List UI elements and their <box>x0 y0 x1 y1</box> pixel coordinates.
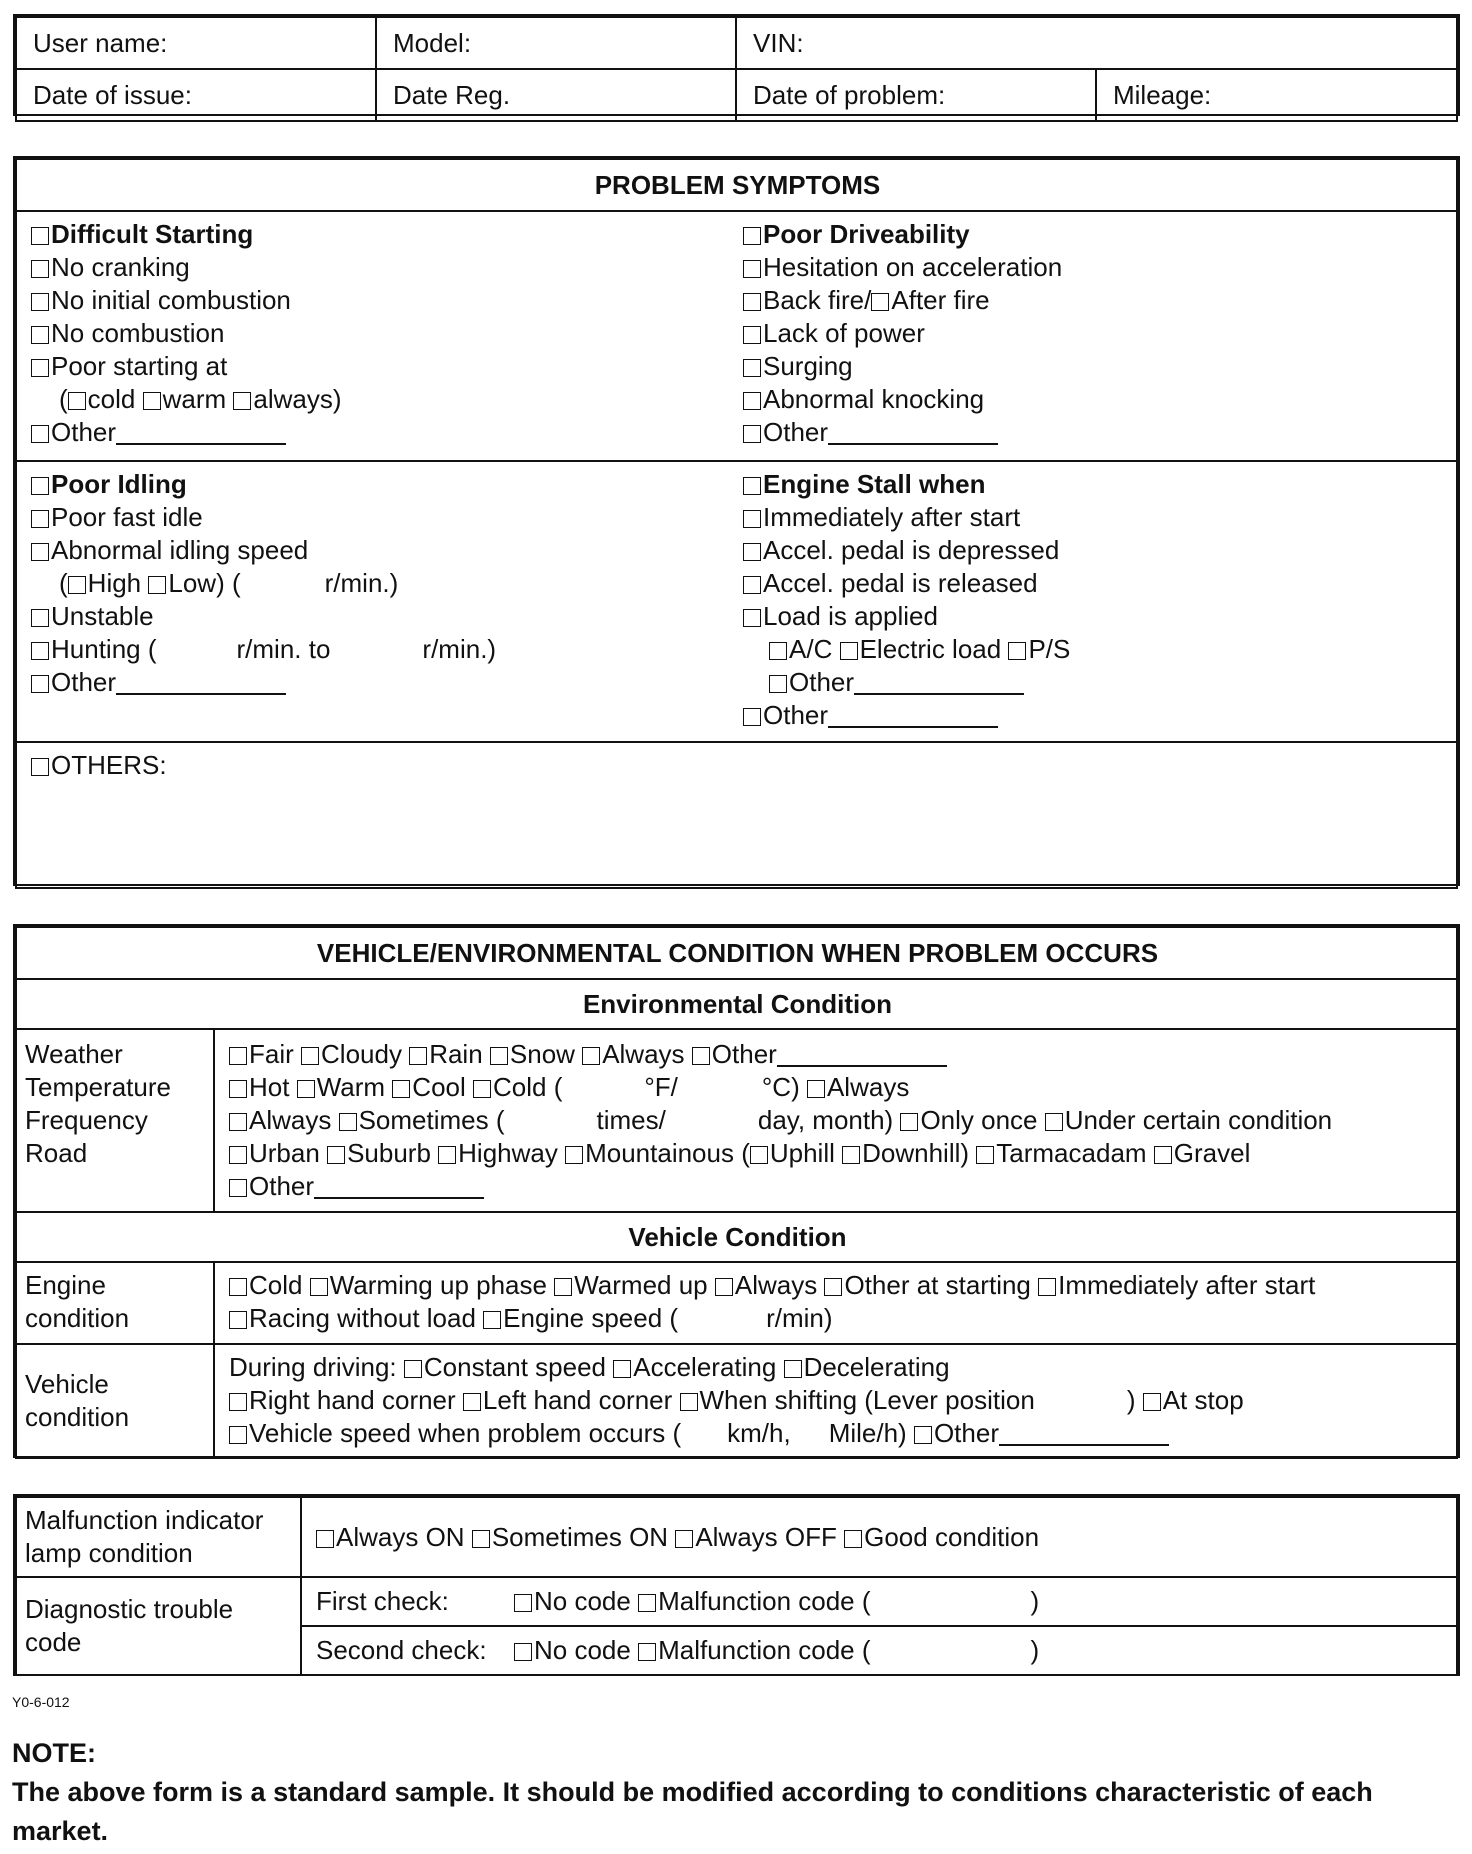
checkbox[interactable] <box>229 1047 247 1065</box>
checkbox[interactable] <box>301 1047 319 1065</box>
other-option: Other <box>711 1039 777 1069</box>
other-blank[interactable] <box>116 421 286 445</box>
other-blank[interactable] <box>999 1422 1169 1446</box>
hot-option: Hot <box>249 1072 290 1102</box>
vehicle-condition-options <box>214 1344 1457 1458</box>
warm-option: Warm <box>316 1072 386 1102</box>
checkbox[interactable] <box>844 1530 862 1548</box>
always-off-option: Always OFF <box>695 1521 837 1552</box>
checkbox[interactable] <box>675 1530 693 1548</box>
checkbox[interactable] <box>514 1594 532 1612</box>
fair-option: Fair <box>249 1039 294 1069</box>
mileage-field[interactable]: Mileage: <box>1096 69 1457 121</box>
mil-label-line: Malfunction indicator <box>25 1505 264 1535</box>
mountainous-option: Mountainous ( <box>585 1138 750 1168</box>
always-option: Always <box>734 1270 818 1300</box>
checkbox[interactable] <box>404 1360 422 1378</box>
vehicle-info-header <box>13 14 1460 116</box>
cold-option: Cold ( <box>493 1072 563 1102</box>
checkbox[interactable] <box>438 1146 456 1164</box>
checkbox[interactable] <box>743 260 761 278</box>
temperature-label: Temperature <box>25 1072 171 1102</box>
lack-of-power-option: Lack of power <box>763 318 925 348</box>
pedal-depressed-option: Accel. pedal is depressed <box>763 535 1060 565</box>
mil-label-line: lamp condition <box>25 1538 193 1568</box>
right-corner-option: Right hand corner <box>249 1385 456 1415</box>
uphill-option: Uphill <box>769 1138 835 1168</box>
vehicle-condition-title: Vehicle Condition <box>16 1212 1457 1262</box>
checkbox[interactable] <box>743 425 761 443</box>
other-blank[interactable] <box>314 1175 484 1199</box>
poor-idling-heading: Poor Idling <box>51 469 187 499</box>
checkbox[interactable] <box>31 359 49 377</box>
paren: ( <box>59 568 68 598</box>
checkbox[interactable] <box>769 675 787 693</box>
checkbox[interactable] <box>554 1278 572 1296</box>
celsius-unit: °C) <box>761 1072 800 1102</box>
engine-stall-group <box>729 461 1457 742</box>
checkbox[interactable] <box>229 1179 247 1197</box>
date-of-issue-field[interactable]: Date of issue: <box>16 69 376 121</box>
checkbox[interactable] <box>31 260 49 278</box>
checkbox[interactable] <box>31 675 49 693</box>
checkbox[interactable] <box>743 326 761 344</box>
rpm-unit: r/min.) <box>422 634 497 664</box>
note-block <box>12 1734 1462 1851</box>
checkbox[interactable] <box>68 392 86 410</box>
other-option: Other <box>51 417 117 447</box>
checkbox[interactable] <box>229 1311 247 1329</box>
other-option: Other <box>763 417 829 447</box>
figure-code: Y0-6-012 <box>12 1694 70 1710</box>
checkbox[interactable] <box>680 1393 698 1411</box>
checkbox[interactable] <box>824 1278 842 1296</box>
unstable-option: Unstable <box>51 601 154 631</box>
difficult-starting-heading: Difficult Starting <box>51 219 254 249</box>
paren: ( <box>59 384 68 414</box>
constant-speed-option: Constant speed <box>423 1352 607 1382</box>
second-check-label: Second check: <box>316 1635 487 1665</box>
other-option: Other <box>763 700 829 730</box>
checkbox[interactable] <box>1038 1278 1056 1296</box>
rpm-to-unit: r/min. to <box>236 634 331 664</box>
poor-driveability-group <box>729 211 1457 461</box>
immediately-after-start-option: Immediately after start <box>763 502 1021 532</box>
engine-condition-options <box>214 1262 1457 1344</box>
surging-option: Surging <box>763 351 853 381</box>
no-code-option: No code <box>534 1586 631 1616</box>
checkbox[interactable] <box>229 1278 247 1296</box>
urban-option: Urban <box>249 1138 320 1168</box>
checkbox[interactable] <box>1154 1146 1172 1164</box>
good-condition-option: Good condition <box>864 1521 1040 1552</box>
fahrenheit-unit: °F/ <box>644 1072 678 1102</box>
engine-label: Engine <box>25 1270 106 1300</box>
checkbox[interactable] <box>463 1393 481 1411</box>
first-check-label: First check: <box>316 1586 449 1616</box>
cold-option: cold <box>87 384 136 414</box>
problem-symptoms-section <box>13 156 1460 886</box>
checkbox[interactable] <box>638 1643 656 1661</box>
frequency-label: Frequency <box>25 1105 148 1135</box>
times-unit: times/ <box>596 1105 666 1135</box>
frequency-options <box>229 1104 1444 1137</box>
checkbox[interactable] <box>31 510 49 528</box>
checkbox[interactable] <box>31 543 49 561</box>
always-option: Always <box>826 1072 910 1102</box>
checkbox[interactable] <box>31 227 49 245</box>
engine-speed-option: Engine speed ( <box>503 1303 679 1333</box>
checkbox[interactable] <box>840 642 858 660</box>
road-label: Road <box>25 1138 88 1168</box>
other-blank[interactable] <box>116 671 286 695</box>
date-reg-field[interactable]: Date Reg. <box>376 69 736 121</box>
temperature-options <box>229 1071 1444 1104</box>
environmental-title: Environmental Condition <box>16 979 1457 1029</box>
pedal-released-option: Accel. pedal is released <box>763 568 1038 598</box>
rpm-unit: r/min) <box>766 1303 833 1333</box>
other-option: Other <box>789 667 855 697</box>
other-option: Other <box>933 1418 999 1448</box>
note-heading: NOTE: <box>12 1738 96 1768</box>
checkbox[interactable] <box>31 758 49 776</box>
checkbox[interactable] <box>743 359 761 377</box>
checkbox[interactable] <box>31 477 49 495</box>
checkbox[interactable] <box>769 642 787 660</box>
cool-option: Cool <box>412 1072 466 1102</box>
others-field[interactable] <box>16 742 1457 888</box>
electric-load-option: Electric load <box>859 634 1002 664</box>
low-option: Low) ( <box>168 568 241 598</box>
malfunction-code-option: Malfunction code ( <box>658 1586 871 1616</box>
warming-up-option: Warming up phase <box>329 1270 547 1300</box>
dtc-label <box>16 1577 301 1675</box>
checkbox[interactable] <box>750 1146 768 1164</box>
decelerating-option: Decelerating <box>803 1352 950 1382</box>
dtc-label-line: code <box>25 1627 82 1657</box>
checkbox[interactable] <box>638 1594 656 1612</box>
ps-option: P/S <box>1028 634 1071 664</box>
no-combustion-option: No combustion <box>51 318 225 348</box>
checkbox[interactable] <box>784 1360 802 1378</box>
checkbox[interactable] <box>692 1047 710 1065</box>
other-blank[interactable] <box>828 421 998 445</box>
paren: ) <box>1030 1586 1040 1616</box>
only-once-option: Only once <box>920 1105 1038 1135</box>
difficult-starting-group <box>16 211 729 461</box>
abnormal-idling-speed-option: Abnormal idling speed <box>51 535 309 565</box>
date-of-problem-field[interactable]: Date of problem: <box>736 69 1096 121</box>
weather-options <box>229 1038 1444 1071</box>
always-option: always) <box>253 384 342 414</box>
checkbox[interactable] <box>743 392 761 410</box>
checkbox[interactable] <box>582 1047 600 1065</box>
checkbox[interactable] <box>807 1080 825 1098</box>
cold-option: Cold <box>249 1270 303 1300</box>
checkbox[interactable] <box>68 576 86 594</box>
at-stop-option: At stop <box>1162 1385 1244 1415</box>
checkbox[interactable] <box>743 609 761 627</box>
road-options <box>229 1137 1444 1170</box>
vehicle-condition-label <box>16 1344 214 1458</box>
poor-starting-at-option: Poor starting at <box>51 351 228 381</box>
checkbox[interactable] <box>339 1113 357 1131</box>
malfunction-code-option: Malfunction code ( <box>658 1635 871 1665</box>
highway-option: Highway <box>458 1138 558 1168</box>
engine-stall-heading: Engine Stall when <box>763 469 986 499</box>
other-blank[interactable] <box>854 671 1024 695</box>
always-on-option: Always ON <box>336 1521 465 1552</box>
first-check-row <box>301 1577 1457 1626</box>
checkbox[interactable] <box>148 576 166 594</box>
checkbox[interactable] <box>900 1113 918 1131</box>
checkbox[interactable] <box>229 1080 247 1098</box>
load-applied-option: Load is applied <box>763 601 938 631</box>
poor-idling-group <box>16 461 729 742</box>
cloudy-option: Cloudy <box>321 1039 402 1069</box>
checkbox[interactable] <box>1143 1393 1161 1411</box>
paren: ) <box>1126 1385 1136 1415</box>
when-shifting-option: When shifting (Lever position <box>699 1385 1035 1415</box>
no-code-option: No code <box>534 1635 631 1665</box>
condition-label: condition <box>25 1402 130 1432</box>
always-option: Always <box>602 1039 685 1069</box>
checkbox[interactable] <box>743 293 761 311</box>
note-text: The above form is a standard sample. It should be modified according to conditions characteristic of each market. <box>12 1777 1373 1846</box>
snow-option: Snow <box>509 1039 575 1069</box>
checkbox[interactable] <box>1045 1113 1063 1131</box>
weather-label: Weather <box>25 1039 123 1069</box>
rpm-unit: r/min.) <box>324 568 399 598</box>
no-initial-combustion-option: No initial combustion <box>51 285 291 315</box>
checkbox[interactable] <box>233 392 251 410</box>
warm-option: warm <box>162 384 227 414</box>
checkbox[interactable] <box>473 1080 491 1098</box>
conditions-section <box>13 924 1460 1458</box>
checkbox[interactable] <box>743 708 761 726</box>
after-fire-option: After fire <box>891 285 990 315</box>
checkbox[interactable] <box>565 1146 583 1164</box>
dtc-label-line: Diagnostic trouble <box>25 1594 234 1624</box>
other-option: Other <box>249 1171 315 1201</box>
checkbox[interactable] <box>743 543 761 561</box>
ac-option: A/C <box>789 634 833 664</box>
other-blank[interactable] <box>828 704 998 728</box>
checkbox[interactable] <box>490 1047 508 1065</box>
checkbox[interactable] <box>743 227 761 245</box>
suburb-option: Suburb <box>347 1138 431 1168</box>
checkbox[interactable] <box>229 1393 247 1411</box>
checkbox[interactable] <box>514 1643 532 1661</box>
tarmacadam-option: Tarmacadam <box>996 1138 1147 1168</box>
vin-field[interactable]: VIN: <box>736 17 1457 69</box>
poor-fast-idle-option: Poor fast idle <box>51 502 203 532</box>
checkbox[interactable] <box>31 609 49 627</box>
high-option: High <box>87 568 142 598</box>
checkbox[interactable] <box>31 425 49 443</box>
conditions-title: VEHICLE/ENVIRONMENTAL CONDITION WHEN PROBLEM OCCURS <box>16 927 1457 979</box>
checkbox[interactable] <box>743 477 761 495</box>
checkbox[interactable] <box>914 1426 932 1444</box>
poor-driveability-heading: Poor Driveability <box>763 219 970 249</box>
checkbox[interactable] <box>31 326 49 344</box>
environment-options <box>214 1029 1457 1212</box>
back-fire-option: Back fire/ <box>763 285 872 315</box>
sometimes-on-option: Sometimes ON <box>491 1521 669 1552</box>
model-field[interactable]: Model: <box>376 17 736 69</box>
engine-condition-label <box>16 1262 214 1344</box>
checkbox[interactable] <box>392 1080 410 1098</box>
checkbox[interactable] <box>472 1530 490 1548</box>
gravel-option: Gravel <box>1173 1138 1251 1168</box>
sometimes-option: Sometimes ( <box>358 1105 505 1135</box>
other-option: Other <box>51 667 117 697</box>
checkbox[interactable] <box>1008 642 1026 660</box>
day-month-unit: day, month) <box>757 1105 894 1135</box>
during-driving-label: During driving: <box>229 1352 397 1382</box>
other-blank[interactable] <box>777 1043 947 1067</box>
checkbox[interactable] <box>871 293 889 311</box>
checkbox[interactable] <box>229 1146 247 1164</box>
checkbox[interactable] <box>316 1530 334 1548</box>
mil-options <box>301 1497 1457 1577</box>
user-name-field[interactable]: User name: <box>16 17 376 69</box>
mil-label <box>16 1497 301 1577</box>
downhill-option: Downhill) <box>862 1138 970 1168</box>
checkbox[interactable] <box>976 1146 994 1164</box>
checkbox[interactable] <box>310 1278 328 1296</box>
no-cranking-option: No cranking <box>51 252 190 282</box>
other-at-starting-option: Other at starting <box>844 1270 1031 1300</box>
always-option: Always <box>249 1105 332 1135</box>
left-corner-option: Left hand corner <box>482 1385 673 1415</box>
paren: ) <box>1030 1635 1040 1665</box>
vehicle-speed-option: Vehicle speed when problem occurs ( <box>249 1418 682 1448</box>
under-certain-condition-option: Under certain condition <box>1064 1105 1333 1135</box>
hesitation-option: Hesitation on acceleration <box>763 252 1063 282</box>
vehicle-label: Vehicle <box>25 1369 109 1399</box>
racing-option: Racing without load <box>249 1303 476 1333</box>
checkbox[interactable] <box>31 642 49 660</box>
checkbox[interactable] <box>409 1047 427 1065</box>
checkbox[interactable] <box>842 1146 860 1164</box>
diagnostics-section <box>13 1494 1460 1676</box>
checkbox[interactable] <box>143 392 161 410</box>
problem-symptoms-title: PROBLEM SYMPTOMS <box>16 159 1457 211</box>
warmed-up-option: Warmed up <box>574 1270 708 1300</box>
hunting-option: Hunting ( <box>51 634 157 664</box>
checkbox[interactable] <box>743 576 761 594</box>
abnormal-knocking-option: Abnormal knocking <box>763 384 985 414</box>
immediately-after-start-option: Immediately after start <box>1058 1270 1316 1300</box>
mileh-unit: Mile/h) <box>828 1418 907 1448</box>
rain-option: Rain <box>429 1039 483 1069</box>
checkbox[interactable] <box>613 1360 631 1378</box>
checkbox[interactable] <box>715 1278 733 1296</box>
condition-label: condition <box>25 1303 130 1333</box>
kmh-unit: km/h, <box>727 1418 791 1448</box>
checkbox[interactable] <box>31 293 49 311</box>
checkbox[interactable] <box>327 1146 345 1164</box>
accelerating-option: Accelerating <box>633 1352 777 1382</box>
checkbox[interactable] <box>743 510 761 528</box>
checkbox[interactable] <box>483 1311 501 1329</box>
checkbox[interactable] <box>297 1080 315 1098</box>
others-label: OTHERS: <box>51 750 167 780</box>
second-check-row <box>301 1626 1457 1675</box>
checkbox[interactable] <box>229 1426 247 1444</box>
checkbox[interactable] <box>229 1113 247 1131</box>
environment-labels <box>16 1029 214 1212</box>
